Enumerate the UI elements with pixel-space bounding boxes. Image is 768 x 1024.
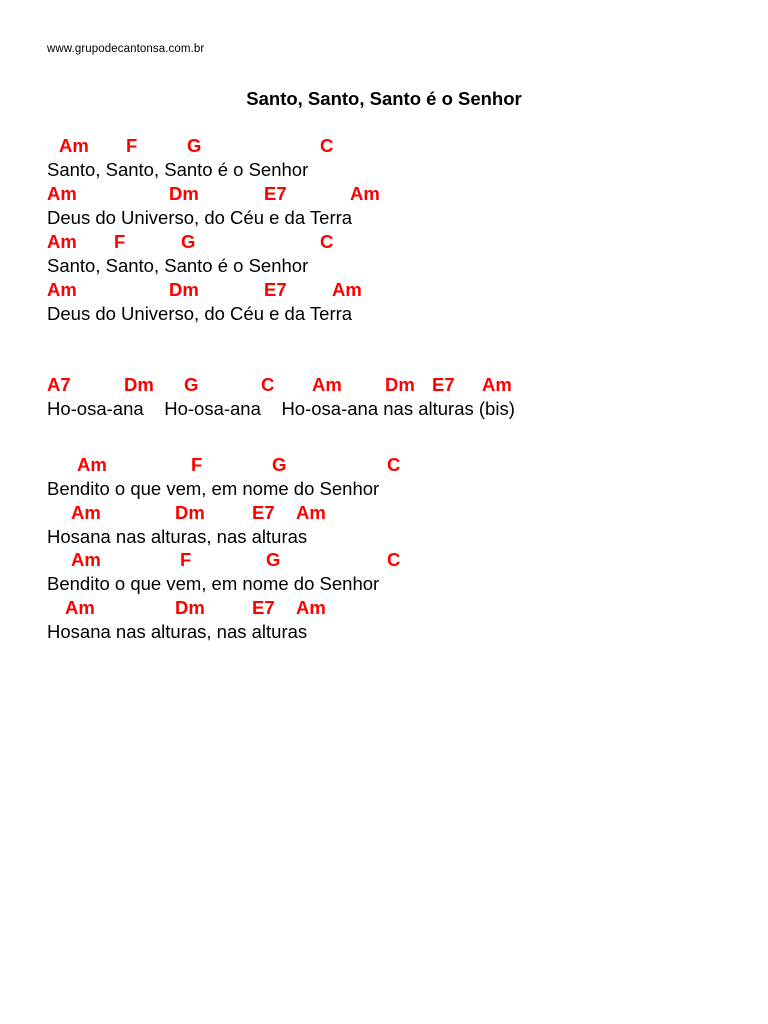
chord-line — [0, 182, 768, 206]
chord: Am — [71, 549, 101, 570]
chord: Am — [47, 183, 77, 204]
chord: Dm — [124, 374, 154, 395]
chord: F — [114, 231, 126, 252]
lyric-text: Santo, Santo, Santo é o Senhor — [47, 159, 309, 180]
chord: E7 — [252, 502, 275, 523]
chord-line — [0, 548, 768, 572]
chord: G — [184, 374, 199, 395]
lyric-line — [0, 254, 768, 278]
chord: E7 — [264, 279, 287, 300]
lyric-text: Bendito o que vem, em nome do Senhor — [47, 573, 380, 594]
chord: Am — [47, 279, 77, 300]
chord-line — [0, 134, 768, 158]
chord: E7 — [264, 183, 287, 204]
chord: F — [126, 135, 138, 156]
lyric-line — [0, 572, 768, 596]
chord: G — [181, 231, 196, 252]
chord: Dm — [175, 502, 205, 523]
chord: Am — [482, 374, 512, 395]
chord: E7 — [252, 597, 275, 618]
chord: G — [187, 135, 202, 156]
chord-line — [0, 373, 768, 397]
chord: E7 — [432, 374, 455, 395]
chord: G — [272, 454, 287, 475]
chord-line — [0, 453, 768, 477]
lyric-line — [0, 158, 768, 182]
chord: Am — [350, 183, 380, 204]
lyric-text: Bendito o que vem, em nome do Senhor — [47, 478, 380, 499]
lyric-line — [0, 477, 768, 501]
chord: Am — [47, 231, 77, 252]
lyric-line — [0, 397, 768, 421]
chord: Am — [296, 502, 326, 523]
chord-line — [0, 230, 768, 254]
chord: A7 — [47, 374, 71, 395]
chord: Am — [59, 135, 89, 156]
lyric-text: Santo, Santo, Santo é o Senhor — [47, 255, 309, 276]
chord-line — [0, 278, 768, 302]
chord: Am — [332, 279, 362, 300]
chord: C — [387, 454, 401, 475]
chord: C — [261, 374, 275, 395]
song-title: Santo, Santo, Santo é o Senhor — [246, 88, 522, 109]
lyric-text: Deus do Universo, do Céu e da Terra — [47, 207, 353, 228]
chord: Dm — [175, 597, 205, 618]
lyric-text: Ho-osa-ana Ho-osa-ana Ho-osa-ana nas alturas (bis) — [47, 398, 515, 419]
chord: Dm — [169, 183, 199, 204]
chord: C — [320, 135, 334, 156]
chord: F — [191, 454, 203, 475]
site-url: www.grupodecantonsa.com.br — [47, 43, 205, 55]
lyric-text: Deus do Universo, do Céu e da Terra — [47, 303, 353, 324]
chord-line — [0, 501, 768, 525]
chord: Am — [71, 502, 101, 523]
chord: Am — [65, 597, 95, 618]
chord: C — [320, 231, 334, 252]
lyric-line — [0, 206, 768, 230]
chord: C — [387, 549, 401, 570]
lyric-text: Hosana nas alturas, nas alturas — [47, 526, 308, 547]
lyric-line — [0, 525, 768, 549]
chord: Dm — [385, 374, 415, 395]
lyric-text: Hosana nas alturas, nas alturas — [47, 621, 308, 642]
chord: Dm — [169, 279, 199, 300]
chord: F — [180, 549, 192, 570]
chord-line — [0, 596, 768, 620]
lyric-line — [0, 302, 768, 326]
chord: G — [266, 549, 281, 570]
chord: Am — [312, 374, 342, 395]
chord: Am — [296, 597, 326, 618]
chord: Am — [77, 454, 107, 475]
lyric-line — [0, 620, 768, 644]
